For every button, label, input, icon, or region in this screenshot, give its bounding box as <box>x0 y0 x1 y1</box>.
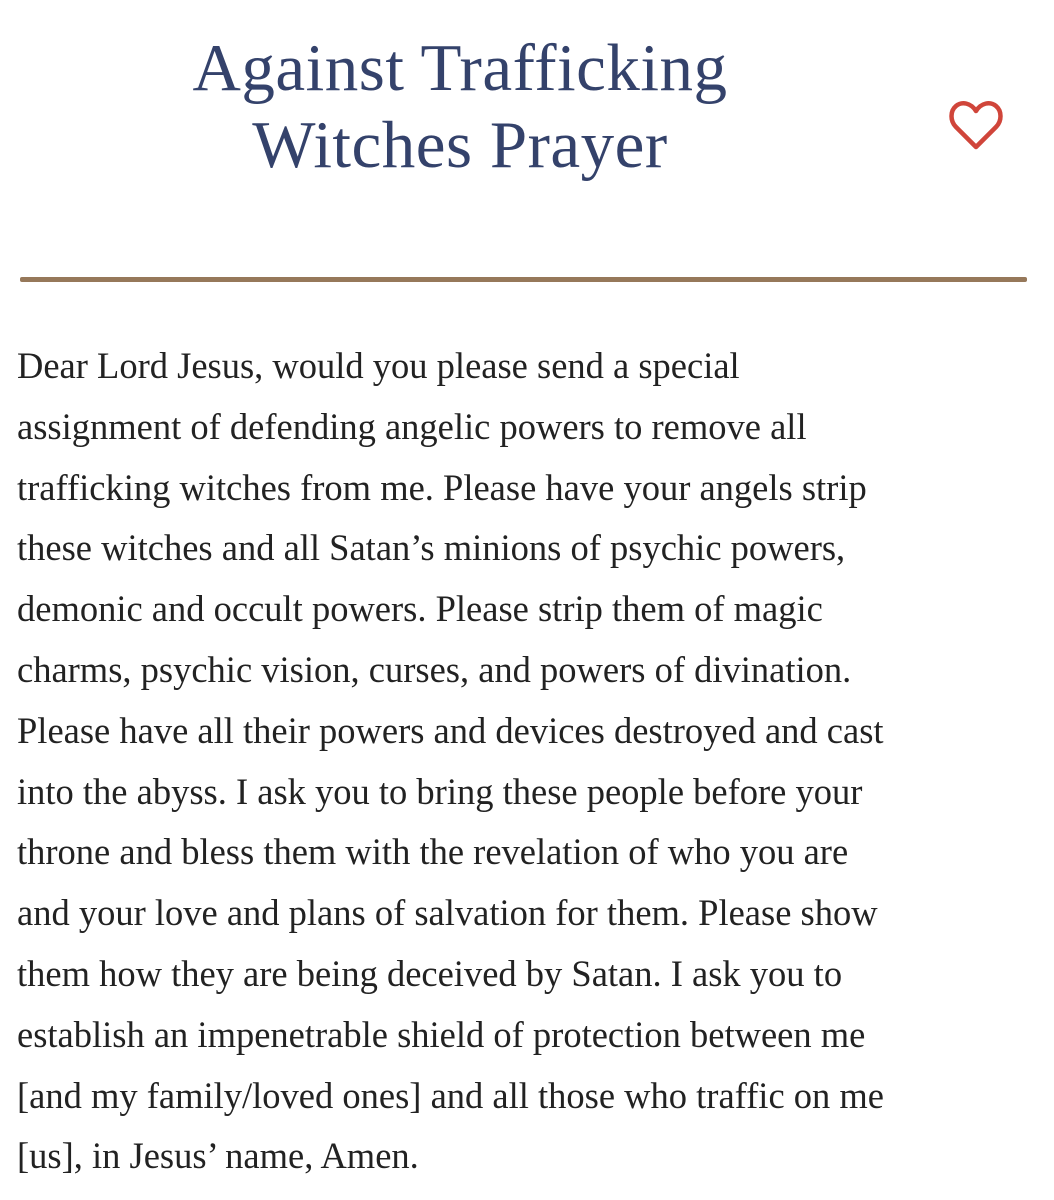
title-divider <box>20 277 1027 282</box>
prayer-line: trafficking witches from me. Please have your angels strip <box>17 466 867 508</box>
prayer-line: Please have all their powers and devices destroyed and cast <box>17 709 884 751</box>
prayer-line: assignment of defending angelic powers to remove all <box>17 405 807 447</box>
prayer-line: them how they are being deceived by Satan. I ask you to <box>17 952 843 994</box>
page-title <box>60 30 860 184</box>
prayer-line: [us], in Jesus’ name, Amen. <box>17 1135 419 1177</box>
title-line: Against Trafficking <box>192 31 728 105</box>
prayer-line: [and my family/loved ones] and all those who traffic on me <box>17 1074 884 1116</box>
heart-icon[interactable] <box>948 100 1004 152</box>
prayer-line: throne and bless them with the revelation of who you are <box>17 831 849 873</box>
prayer-line: Dear Lord Jesus, would you please send a special <box>17 345 740 386</box>
prayer-line: these witches and all Satan’s minions of psychic powers, <box>17 527 846 569</box>
prayer-line: into the abyss. I ask you to bring these people before your <box>17 770 863 812</box>
prayer-line: demonic and occult powers. Please strip them of magic <box>17 588 823 630</box>
prayer-text <box>17 336 1037 1187</box>
prayer-line: and your love and plans of salvation for them. Please show <box>17 892 878 934</box>
prayer-line: establish an impenetrable shield of protection between me <box>17 1013 866 1055</box>
prayer-line: charms, psychic vision, curses, and powers of divination. <box>17 648 852 690</box>
title-line: Witches Prayer <box>252 108 668 182</box>
